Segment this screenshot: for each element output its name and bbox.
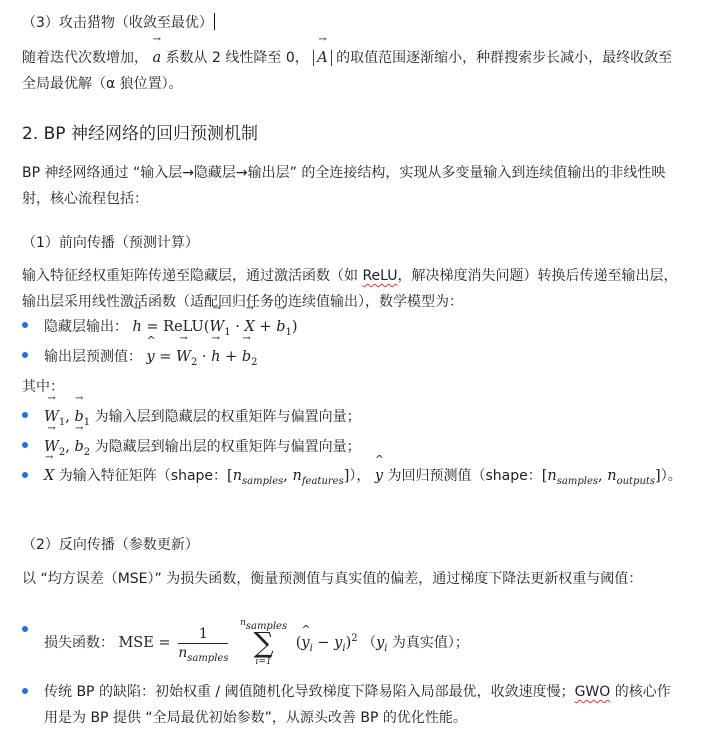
bullet-icon [22,688,30,696]
item-label: 输出层预测值： [44,349,142,365]
list-item-w1-b1 [44,404,684,430]
item-text: 传统 BP 的缺陷：初始权重 / 阈值随机化导致梯度下降易陷入局部最优，收敛速度慢； [44,684,575,700]
where-label: 其中： [22,379,64,395]
list-item-output-prediction [44,344,684,370]
math-w2-b2: → $W_2$, → $b_2$ [44,439,90,455]
item-label: 隐藏层输出： [44,319,128,335]
item-text: 为真实值）； [391,635,469,651]
para-text: 的取值范围逐渐缩小，种群搜索步长减小，最终收敛至全局最优解（α 狼位置）。 [22,50,673,92]
heading-text: （3）攻击猎物（收敛至最优） [22,15,213,31]
item-text: （ [362,635,377,651]
item-text: ）， [349,468,371,484]
paragraph-forward [22,263,684,315]
paragraph-backward: 以 “均方误差（MSE）” 为损失函数，衡量预测值与真实值的偏差，通过梯度下降法更新权重与阈值： [22,571,643,587]
para-text: 输入特征经权重矩阵传递至隐藏层，通过激活函数（如 [22,268,363,284]
math-y-hat: ^ y [375,468,383,484]
list-item-w2-b2 [44,434,684,460]
item-text: 的核心作用是为 BP 提供 “全局最优初始参数”，从源头改善 BP 的优化性能。 [44,684,671,726]
list-item-bp-defect [44,679,684,731]
text-cursor [214,13,216,30]
item-text: 为输入层到隐藏层的权重矩阵与偏置向量； [94,409,361,425]
math-abs-A-vector: → A [313,50,331,66]
math-output-formula: ^ y = → $W_2$ · → h + → $b_2$ [146,349,257,365]
math-hidden-formula: → h = ReLU(→ $W_1$ · → X + → $b_1$) [132,319,297,335]
item-text: 为隐藏层到输出层的权重矩阵与偏置向量； [94,439,361,455]
bullet-icon [22,322,30,330]
section-title-bp: 2. BP 神经网络的回归预测机制 [22,124,258,144]
relu-term: ReLU [362,268,398,284]
loss-tail [362,633,469,653]
math-mse-formula: MSE = $\frac{1}{n_{samples}}$ $n_{samples}$ ∑ i=1 (^ $y_i - y_i)^2$ [118,618,357,668]
subheading-forward-propagation: （1）前向传播（预测计算） [22,235,199,251]
math-a-vector: → a [152,50,161,66]
math-shape-x: [$n_{samples}$, $n_{features}$] [227,468,350,487]
math-w1-b1: → $W_1$, → $b_1$ [44,409,90,425]
bullet-icon [22,442,30,450]
math-y-i: $y_i$ [376,635,388,654]
bullet-icon [22,472,30,480]
paragraph-bp-intro: BP 神经网络通过 “输入层→隐藏层→输出层” 的全连接结构，实现从多变量输入到连续值输出的非线性映射，核心流程包括： [22,165,666,207]
gwo-term: GWO [574,684,611,700]
para-text: 系数从 2 线性降至 0， [165,50,309,66]
section-heading-attack-prey [22,10,684,36]
para-text: 随着迭代次数增加， [22,50,148,66]
math-shape-y: [$n_{samples}$, $n_{outputs}$] [541,468,661,487]
list-item-x-yhat [44,463,684,490]
bullet-icon [22,626,30,634]
paragraph-convergence [22,45,684,97]
item-text: 为回归预测值（shape： [387,468,542,484]
list-item-loss-function [44,618,684,668]
item-label: 损失函数： [44,635,114,651]
item-text: ）。 [660,468,682,484]
bullet-icon [22,352,30,360]
bullet-icon [22,412,30,420]
list-item-hidden-output [44,314,684,340]
para-text: ，解决梯度消失问题）转换后传递至输出层，输出层采用线性激活函数（适配回归任务的连续值输出），数学模型为： [22,268,678,310]
math-x-vector: → X [44,468,54,484]
item-text: 为输入特征矩阵（shape： [58,468,228,484]
subheading-backward-propagation: （2）反向传播（参数更新） [22,537,199,553]
